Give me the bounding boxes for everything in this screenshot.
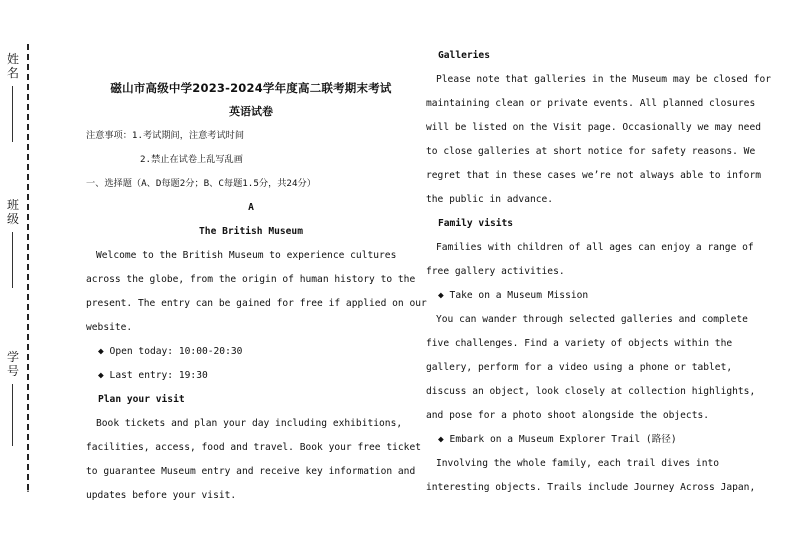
binding-dashed-line (27, 44, 29, 490)
plan-heading: Plan your visit (98, 394, 185, 405)
paragraph-line: Welcome to the British Museum to experience cultures (96, 250, 397, 261)
paragraph-line: present. The entry can be gained for free if applied on our (86, 298, 427, 309)
family-heading: Family visits (438, 218, 514, 229)
paragraph-line: across the globe, from the origin of human history to the (86, 274, 416, 285)
paragraph-line: the public in advance. (426, 194, 554, 205)
part-label: A (248, 202, 254, 213)
exam-note-1: 注意事项：1.考试期间，注意考试时间 (86, 130, 245, 141)
paragraph-line: updates before your visit. (86, 490, 237, 501)
paragraph-line: You can wander through selected galleries and complete (436, 314, 748, 325)
paragraph-line: regret that in these cases we’re not always able to inform (426, 170, 762, 181)
student-id-label: 学号 (6, 350, 19, 378)
right-column (426, 44, 772, 500)
student-id-line (12, 384, 13, 446)
paragraph-line: will be listed on the Visit page. Occasionally we may need (426, 122, 762, 133)
trail-bullet: ◆ Embark on a Museum Explorer Trail (路径) (438, 434, 677, 445)
exam-title: 磁山市高级中学2023-2024学年度高二联考期末考试 (110, 81, 392, 95)
paragraph-line: Please note that galleries in the Museum may be closed for (436, 74, 772, 85)
passage-title: The British Museum (199, 226, 303, 237)
class-label: 班级 (6, 198, 19, 226)
class-line (12, 232, 13, 288)
last-entry-item: ◆ Last entry: 19:30 (98, 370, 208, 381)
paragraph-line: gallery, perform for a video using a phone or tablet, (426, 362, 733, 373)
galleries-heading: Galleries (438, 50, 490, 61)
paragraph-line: five challenges. Find a variety of objects within the (426, 338, 733, 349)
paragraph-line: free gallery activities. (426, 266, 565, 277)
paragraph-line: Families with children of all ages can enjoy a range of (436, 242, 754, 253)
open-today-item: ◆ Open today: 10:00-20:30 (98, 346, 243, 357)
paragraph-line: facilities, access, food and travel. Book your free ticket (86, 442, 422, 453)
paragraph-line: website. (86, 322, 133, 333)
name-line (12, 86, 13, 142)
paragraph-line: maintaining clean or private events. All planned closures (426, 98, 756, 109)
section-heading: 一、选择题（A、D每题2分；B、C每题1.5分，共24分） (86, 178, 316, 189)
paragraph-line: to close galleries at short notice for safety reasons. We (426, 146, 756, 157)
subject-title: 英语试卷 (229, 105, 273, 118)
paragraph-line: Involving the whole family, each trail dives into (436, 458, 720, 469)
mission-bullet: ◆ Take on a Museum Mission (438, 290, 589, 301)
name-label: 姓名 (6, 52, 19, 80)
paragraph-line: and pose for a photo shoot alongside the objects. (426, 410, 710, 421)
paragraph-line: interesting objects. Trails include Journey Across Japan, (426, 482, 756, 493)
exam-note-2: 2.禁止在试卷上乱写乱画 (140, 154, 243, 165)
left-column (86, 76, 427, 508)
binding-margin (0, 0, 40, 560)
paragraph-line: to guarantee Museum entry and receive key information and (86, 466, 416, 477)
paragraph-line: discuss an object, look closely at collection highlights, (426, 386, 756, 397)
paragraph-line: Book tickets and plan your day including exhibitions, (96, 418, 403, 429)
binding-dot: . (25, 484, 32, 495)
